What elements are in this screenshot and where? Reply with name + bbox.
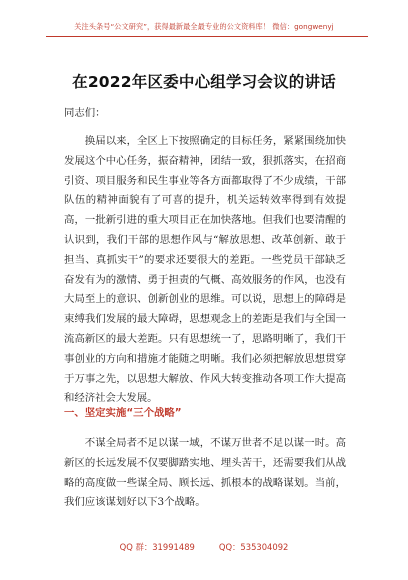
section-heading: 一、坚定实施“三个战略” [64, 407, 182, 419]
footer-qq: QQ：535304092 [218, 542, 289, 552]
body-paragraph-2 [64, 434, 346, 513]
paragraph-text: 换届以来，全区上下按照确定的目标任务，紧紧围绕加快发展这个中心任务，振奋精神，团结一致，狠抓落实，在招商引资、项目服务和民生事业等各方面都取得了不少成绩，干部队伍的精神面貌有了可喜的提升，机关运转效率得到有效提高，一批新引进的重大项目正在加快落地。但我们也要清醒的认识到，我们干部的思想作风与“解放思想、改革创新、敢于担当、真抓实干”的要求还要很大的差距。一些党员干部缺乏奋发有为的激情、勇于担责的气概、高效服务的作风，也没有大局至上的意识、创新创业的思维。可以说，思想上的障碍是束缚我们发展的最大障碍，思想观念上的差距是我们与全国一流高新区的最大差距。只有思想统一了，思路明晰了，我们干事创业的方向和措施才能随之明晰。我们必须把解放思想贯穿于万事之先，以思想大解放、作风大转变推动各项工作大提高和经济社会大发展。 [64, 135, 346, 405]
footer-qq-group: QQ 群：31991489 [119, 542, 195, 552]
header-divider [46, 36, 368, 37]
salutation: 同志们： [64, 107, 106, 119]
body-paragraph-1 [64, 132, 346, 409]
paragraph-text: 不谋全局者不足以谋一域，不谋万世者不足以谋一时。高新区的长远发展不仅要脚踏实地、埋头苦干，还需要我们从战略的高度做一些谋全局、顾长远、抓根本的战略谋划。当前，我们应该谋划好以下3个战略。 [64, 437, 346, 509]
document-title: 在2022年区委中心组学习会议的讲话 [72, 73, 336, 91]
header-banner: 关注头条号“公文研究”，获得最新最全最专业的公文资料库！ 微信：gongwenyj [74, 22, 334, 31]
footer [0, 541, 408, 553]
